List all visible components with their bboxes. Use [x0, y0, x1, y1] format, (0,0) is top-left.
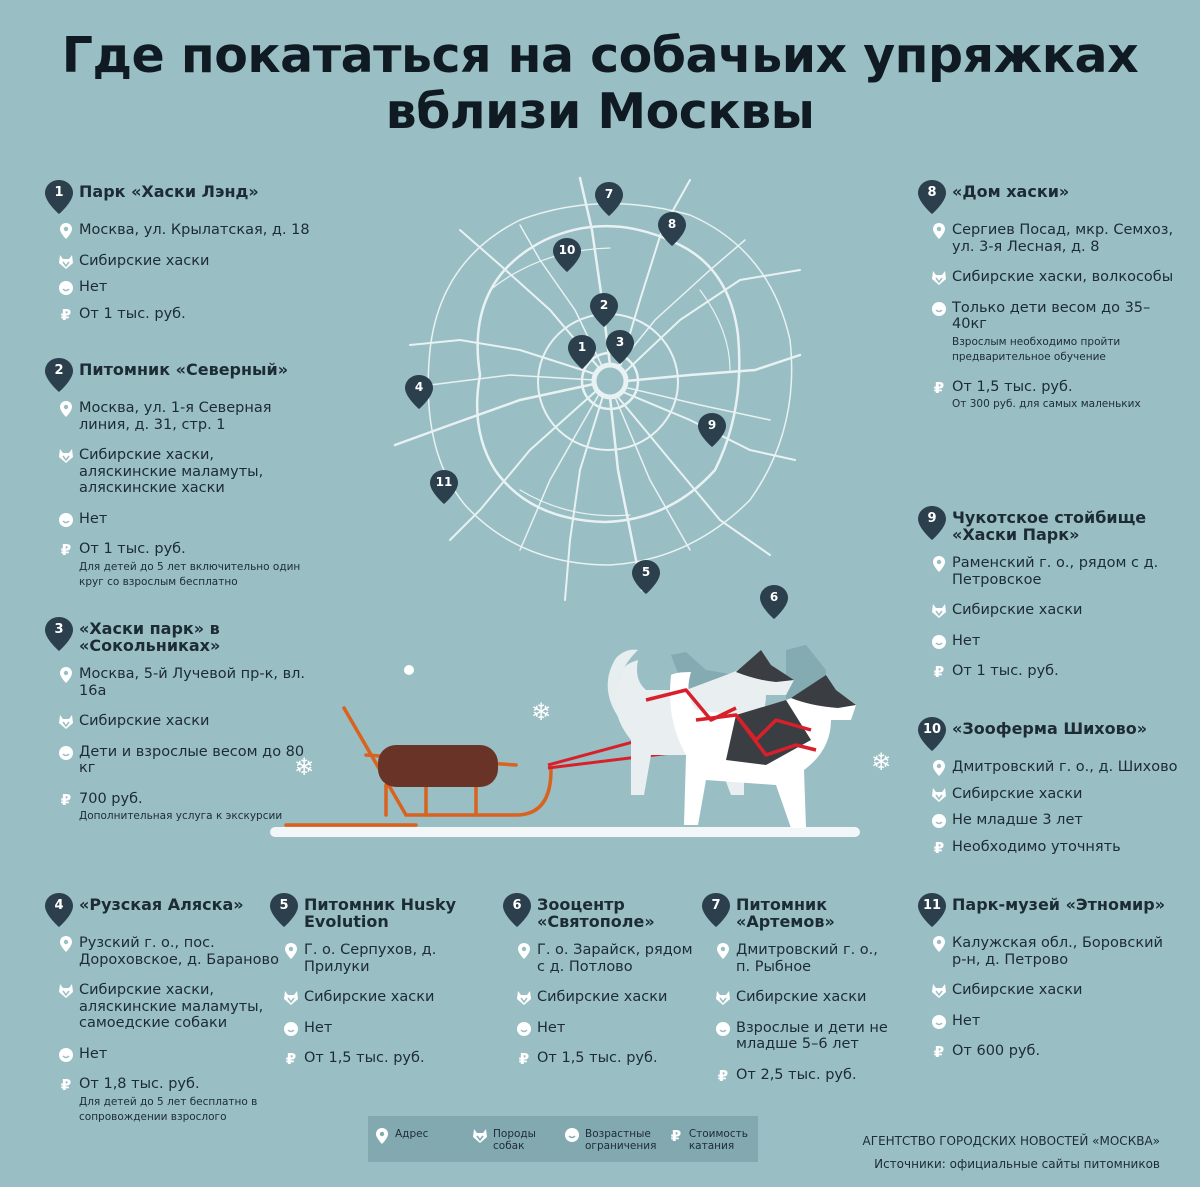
location-price: От 1 тыс. руб. — [79, 305, 186, 322]
location-pin-icon — [918, 893, 946, 927]
location-address-row — [45, 400, 315, 433]
map-pin-number: 2 — [599, 298, 609, 312]
location-price: От 2,5 тыс. руб. — [736, 1066, 857, 1083]
location-breeds-row — [918, 269, 1178, 286]
map-marker-icon — [931, 936, 947, 952]
map-marker-icon — [931, 760, 947, 776]
ruble-icon: ₽ — [933, 378, 945, 397]
location-age-row — [503, 1020, 693, 1037]
location-pin-icon — [45, 617, 73, 651]
map-pin-icon — [568, 335, 596, 369]
location-header — [918, 506, 1178, 543]
ruble-icon: ₽ — [285, 1050, 297, 1068]
location-price-row — [45, 306, 315, 323]
husky-head-icon — [516, 990, 532, 1006]
location-age: Нет — [79, 510, 108, 527]
map-pin-number: 5 — [641, 565, 651, 579]
svg-text:❄: ❄ — [294, 753, 315, 781]
location-age-row — [270, 1020, 470, 1037]
location-11 — [918, 893, 1178, 1060]
map-marker-icon — [58, 223, 74, 239]
location-number: 10 — [922, 722, 942, 737]
location-address-row — [918, 935, 1178, 968]
location-breeds: Сибирские хаски — [79, 252, 210, 269]
husky-head-icon — [58, 714, 74, 730]
location-age: Нет — [952, 632, 981, 649]
location-age: Дети и взрослые весом до 80 кг — [79, 743, 305, 776]
ruble-icon: ₽ — [60, 1076, 72, 1094]
location-age: Взрослые и дети не младше 5–6 лет — [736, 1019, 888, 1052]
moscow-road-map — [370, 170, 840, 610]
location-address: Москва, ул. Крылатская, д. 18 — [79, 222, 310, 238]
location-name: «Хаски парк» в «Сокольниках» — [79, 619, 221, 655]
location-price-row — [45, 1076, 305, 1125]
location-price-row — [503, 1050, 693, 1067]
location-breeds-row — [918, 786, 1188, 803]
face-icon — [58, 280, 74, 296]
ruble-icon: ₽ — [60, 541, 72, 559]
location-age: Нет — [79, 1045, 108, 1062]
location-price-row — [918, 839, 1188, 856]
face-icon — [283, 1021, 299, 1037]
location-address: Г. о. Серпухов, д. Прилуки — [304, 942, 437, 975]
map-pin-number: 11 — [435, 475, 453, 489]
location-breeds: Сибирские хаски — [952, 785, 1083, 802]
location-5 — [270, 893, 470, 1067]
location-breeds-row — [45, 982, 305, 1032]
location-address-row — [270, 942, 470, 975]
map-marker-icon — [283, 943, 299, 959]
location-price: От 1,5 тыс. руб. — [952, 378, 1073, 395]
map-pin-icon — [430, 470, 458, 504]
husky-head-icon — [58, 448, 74, 464]
location-price-note: Дополнительная услуга к экскурсии — [79, 810, 283, 822]
location-name: Питомник Husky Evolution — [304, 895, 457, 931]
location-pin-icon — [918, 180, 946, 214]
location-age-note: Взрослым необходимо пройти предварительное обучение — [952, 335, 1121, 363]
location-price-note: От 300 руб. для самых маленьких — [952, 398, 1141, 410]
svg-text:❄: ❄ — [871, 748, 892, 776]
location-name: Зооцентр «Святополе» — [537, 895, 655, 931]
sources-credit: Источники: официальные сайты питомников — [874, 1157, 1160, 1171]
location-breeds: Сибирские хаски, аляскинские маламуты, самоедские собаки — [79, 982, 264, 1031]
dog-sled-illustration — [266, 580, 892, 850]
location-address-row — [918, 759, 1188, 776]
title-line-2: вблизи Москвы — [385, 83, 815, 140]
location-number: 4 — [54, 898, 64, 913]
legend-breeds — [472, 1128, 542, 1152]
map-pin-icon — [595, 182, 623, 216]
location-age-row — [45, 511, 315, 528]
location-number: 6 — [512, 898, 522, 913]
husky-head-icon — [283, 990, 299, 1006]
location-name: «Рузская Аляска» — [79, 895, 244, 914]
location-breeds: Сибирские хаски — [952, 602, 1083, 618]
agency-credit: АГЕНТСТВО ГОРОДСКИХ НОВОСТЕЙ «МОСКВА» — [862, 1134, 1160, 1148]
location-breeds: Сибирские хаски — [736, 989, 867, 1005]
location-number: 2 — [54, 363, 64, 378]
location-number: 5 — [279, 898, 289, 913]
map-pin-number: 9 — [707, 418, 717, 432]
face-icon — [58, 745, 74, 761]
map-marker-icon — [58, 667, 74, 683]
location-age: Нет — [304, 1019, 333, 1036]
location-price-row — [918, 663, 1178, 680]
ruble-icon: ₽ — [933, 1043, 945, 1061]
location-price-row — [702, 1067, 892, 1084]
location-breeds-row — [918, 982, 1178, 999]
location-price-row — [918, 379, 1178, 413]
map-pin-icon — [553, 238, 581, 272]
location-price: От 600 руб. — [952, 1043, 1041, 1059]
ruble-icon: ₽ — [933, 838, 945, 857]
location-breeds: Сибирские хаски — [304, 989, 435, 1005]
map-marker-icon — [374, 1128, 390, 1144]
location-name: Парк-музей «Этномир» — [952, 895, 1166, 914]
location-address: Калужская обл., Боровский р-н, д. Петрово — [952, 935, 1163, 968]
map-marker-icon — [931, 556, 947, 572]
location-number: 8 — [927, 185, 937, 200]
location-4 — [45, 893, 305, 1125]
location-pin-icon — [503, 893, 531, 927]
location-address-row — [45, 935, 305, 968]
location-price: От 1,5 тыс. руб. — [304, 1050, 425, 1066]
location-number: 3 — [54, 622, 64, 637]
location-price: От 1,5 тыс. руб. — [537, 1050, 658, 1066]
location-price: От 1,8 тыс. руб. — [79, 1076, 200, 1092]
husky-head-icon — [931, 603, 947, 619]
husky-head-icon — [931, 983, 947, 999]
map-pin-icon — [590, 293, 618, 327]
legend-address-label: Адрес — [395, 1128, 429, 1140]
map-marker-icon — [931, 223, 947, 239]
legend — [368, 1116, 758, 1162]
location-breeds-row — [503, 989, 693, 1006]
location-address: Москва, ул. 1-я Северная линия, д. 31, стр. 1 — [79, 400, 272, 433]
location-price-note: Для детей до 5 лет бесплатно в сопровождении взрослого — [79, 1095, 258, 1123]
ruble-icon: ₽ — [60, 790, 72, 809]
location-breeds-row — [270, 989, 470, 1006]
location-age: Не младше 3 лет — [952, 812, 1083, 828]
location-8 — [918, 180, 1178, 412]
location-breeds: Сибирские хаски, аляскинские маламуты, аляскинские хаски — [79, 447, 264, 496]
location-age-row — [702, 1020, 892, 1053]
location-7 — [702, 893, 892, 1083]
location-2 — [45, 358, 315, 590]
svg-text:❄: ❄ — [531, 698, 552, 726]
location-price: 700 руб. — [79, 790, 143, 807]
map-pin-number: 6 — [769, 590, 779, 604]
location-breeds: Сибирские хаски — [952, 982, 1083, 998]
location-name: Питомник «Северный» — [79, 360, 289, 379]
legend-age-label: Возрастные ограничения — [585, 1128, 657, 1152]
location-price: От 1 тыс. руб. — [79, 541, 186, 557]
location-address: Дмитровский г. о., д. Шихово — [952, 759, 1178, 775]
credits — [863, 1130, 1160, 1176]
location-header — [918, 717, 1188, 747]
legend-age — [564, 1128, 660, 1152]
location-age: Только дети весом до 35–40кг — [952, 299, 1151, 332]
location-address: Раменский г. о., рядом с д. Петровское — [952, 555, 1159, 588]
map-pin-number: 7 — [604, 187, 614, 201]
map-pin-number: 4 — [414, 380, 424, 394]
location-address: Москва, 5-й Лучевой пр-к, вл. 16а — [79, 666, 305, 699]
location-pin-icon — [45, 358, 73, 392]
location-name: Питомник «Артемов» — [736, 895, 835, 931]
location-name: Парк «Хаски Лэнд» — [79, 182, 259, 201]
legend-address — [374, 1128, 428, 1144]
location-address-row — [918, 555, 1178, 588]
location-price-note: Для детей до 5 лет включительно один круг со взрослым бесплатно — [79, 560, 301, 588]
location-age: Нет — [79, 279, 108, 295]
map-pin-number: 10 — [558, 243, 576, 257]
location-number: 9 — [927, 511, 937, 526]
legend-price-label: Стоимость катания — [688, 1128, 748, 1152]
location-header — [45, 358, 315, 388]
husky-head-icon — [58, 983, 74, 999]
location-age-row — [918, 1013, 1178, 1030]
location-header — [918, 180, 1178, 210]
location-number: 11 — [922, 898, 942, 913]
location-age-row — [45, 1046, 305, 1063]
map-marker-icon — [516, 943, 532, 959]
location-name: «Зооферма Шихово» — [952, 719, 1148, 738]
location-9 — [918, 506, 1178, 680]
location-address: Сергиев Посад, мкр. Семхоз, ул. 3-я Лесная, д. 8 — [952, 222, 1174, 255]
ruble-icon: ₽ — [717, 1066, 729, 1085]
page-title — [0, 28, 1200, 140]
map-pin-number: 1 — [577, 340, 587, 354]
location-name: «Дом хаски» — [952, 182, 1070, 201]
location-name: Чукотское стойбище «Хаски Парк» — [952, 508, 1147, 544]
face-icon — [931, 813, 947, 829]
location-header — [45, 180, 315, 210]
map-pin-number: 8 — [667, 217, 677, 231]
location-header — [270, 893, 470, 930]
roads-svg — [370, 170, 840, 610]
location-header — [918, 893, 1178, 923]
location-number: 7 — [711, 898, 721, 913]
location-price-row — [270, 1050, 470, 1067]
husky-head-icon — [931, 270, 947, 286]
location-age-row — [918, 300, 1178, 365]
location-pin-icon — [270, 893, 298, 927]
face-icon — [931, 301, 947, 317]
location-breeds: Сибирские хаски — [79, 713, 210, 729]
location-breeds-row — [918, 602, 1178, 619]
map-pin-icon — [698, 413, 726, 447]
location-age: Нет — [952, 1012, 981, 1029]
location-1 — [45, 180, 315, 322]
location-breeds-row — [45, 253, 315, 270]
map-pin-icon — [405, 375, 433, 409]
location-pin-icon — [45, 180, 73, 214]
ruble-icon: ₽ — [60, 305, 72, 324]
location-header — [702, 893, 892, 930]
map-pin-number: 3 — [615, 335, 625, 349]
ruble-icon: ₽ — [670, 1127, 682, 1145]
ruble-icon: ₽ — [933, 663, 945, 681]
husky-head-icon — [715, 990, 731, 1006]
location-address-row — [702, 942, 892, 975]
location-header — [503, 893, 693, 930]
location-pin-icon — [918, 717, 946, 751]
map-pin-icon — [606, 330, 634, 364]
location-header — [45, 893, 305, 923]
location-age-row — [45, 279, 315, 296]
location-address-row — [918, 222, 1178, 255]
legend-price — [668, 1128, 758, 1152]
location-pin-icon — [918, 506, 946, 540]
husky-head-icon — [58, 254, 74, 270]
location-breeds-row — [45, 447, 315, 497]
location-price-row — [918, 1043, 1178, 1060]
location-pin-icon — [45, 893, 73, 927]
face-icon — [931, 634, 947, 650]
location-address: Г. о. Зарайск, рядом с д. Потлово — [537, 942, 693, 975]
location-age-row — [918, 633, 1178, 650]
location-breeds-row — [702, 989, 892, 1006]
location-address: Дмитровский г. о., п. Рыбное — [736, 942, 878, 975]
location-breeds: Сибирские хаски, волкособы — [952, 269, 1174, 285]
map-pin-icon — [658, 212, 686, 246]
map-marker-icon — [715, 943, 731, 959]
husky-head-icon — [472, 1128, 488, 1144]
location-number: 1 — [54, 185, 64, 200]
location-10 — [918, 717, 1188, 855]
face-icon — [715, 1021, 731, 1037]
location-age: Нет — [537, 1019, 566, 1036]
legend-breeds-label: Породы собак — [493, 1128, 536, 1152]
face-icon — [58, 512, 74, 528]
face-icon — [931, 1014, 947, 1030]
location-breeds: Сибирские хаски — [537, 989, 668, 1005]
location-age-row — [918, 812, 1188, 829]
map-marker-icon — [58, 401, 74, 417]
husky-head-icon — [931, 787, 947, 803]
location-address-row — [45, 222, 315, 239]
location-price: Необходимо уточнять — [952, 838, 1121, 855]
ruble-icon: ₽ — [518, 1050, 530, 1068]
sled-svg — [266, 580, 892, 850]
location-6 — [503, 893, 693, 1067]
face-icon — [564, 1128, 580, 1144]
location-address: Рузский г. о., пос. Дороховское, д. Бараново — [79, 935, 279, 968]
title-line-1: Где покататься на собачьих упряжках — [61, 27, 1139, 84]
face-icon — [516, 1021, 532, 1037]
location-price: От 1 тыс. руб. — [952, 663, 1059, 679]
map-marker-icon — [58, 936, 74, 952]
face-icon — [58, 1047, 74, 1063]
location-pin-icon — [702, 893, 730, 927]
location-address-row — [503, 942, 693, 975]
